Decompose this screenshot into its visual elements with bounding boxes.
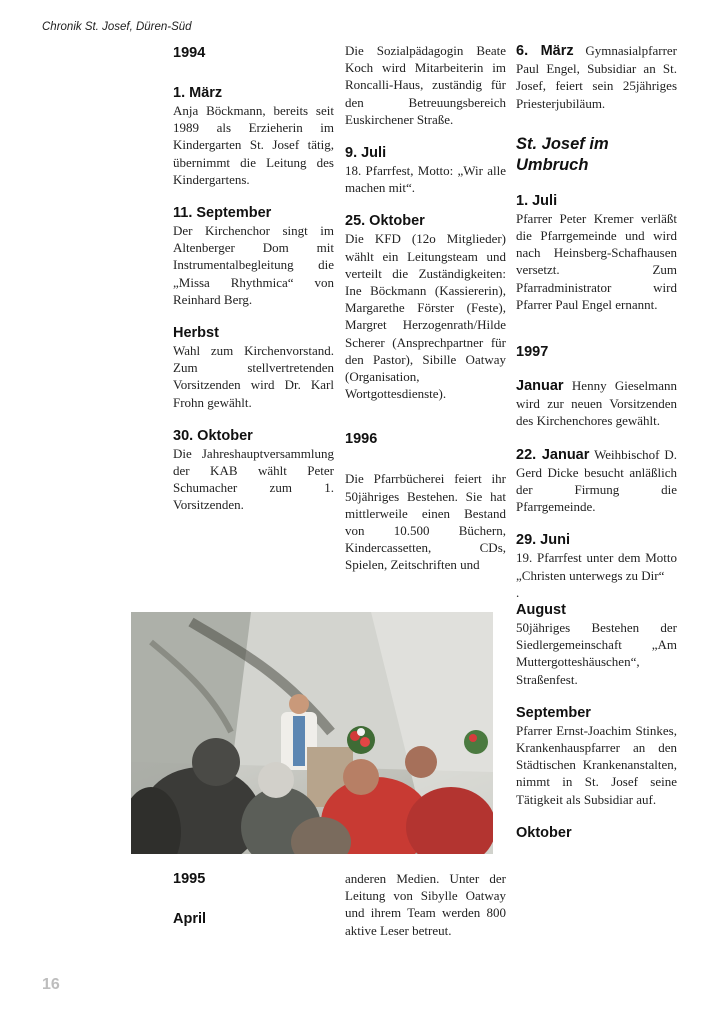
column-2-bottom xyxy=(345,870,506,939)
entry-text xyxy=(516,446,677,516)
year-heading-1997: 1997 xyxy=(516,344,549,361)
entry-heading: 1. März xyxy=(173,85,223,101)
entry-text xyxy=(516,377,677,430)
entry-heading: Januar xyxy=(516,378,564,395)
entry-heading: 1. Juli xyxy=(516,192,558,209)
entry-text: 19. Pfarrfest unter dem Motto „Christen unterwegs zu Dir“ xyxy=(516,550,677,583)
entry-inline-text: Henny Gieselmann wird zur neuen Vorsitzenden des Kirchenchores gewählt. xyxy=(516,378,677,429)
entry-inline-text: Gymnasialpfarrer Paul Engel, Subsidiar an St. Josef, feiert sein 25jähriges Priesterjubiläum. xyxy=(516,43,677,111)
entry-text: 50jähriges Bestehen der Siedlergemeinschaft „Am Muttergotteshäuschen“, Straßenfest. xyxy=(516,620,677,687)
entry-text: Die Pfarrbücherei feiert ihr 50jähriges Bestehen. Sie hat mittlerweile einen Bestand von 10.500 Büchern, Kindercassetten, CDs, Spielen, Zeitschriften und xyxy=(345,471,506,573)
entry-text: 18. Pfarrfest, Motto: „Wir alle machen mit“. xyxy=(345,163,506,196)
entry-text: Die Sozialpädagogin Beate Koch wird Mitarbeiterin im Roncalli-Haus, zuständig für den Betreuungsbereich Euskirchener Straße. xyxy=(345,43,506,127)
entry-heading: Herbst xyxy=(173,325,219,342)
entry-text: anderen Medien. Unter der Leitung von Sibylle Oatway und ihrem Team werden 800 aktive Leser betreut. xyxy=(345,871,506,938)
entry-text: Pfarrer Peter Kremer verläßt die Pfarrgemeinde und wird nach Heinsberg-Schafhausen versetzt. Zum Pfarradministrator wird Pfarrer Paul Engel ernannt. xyxy=(516,210,677,312)
entry-heading: 25. Oktober xyxy=(345,213,425,230)
entry-heading: 22. Januar xyxy=(516,446,590,463)
page-number: 16 xyxy=(42,976,60,993)
stray-dot: . xyxy=(516,584,520,600)
photo-illustration xyxy=(131,612,493,854)
entry-text xyxy=(516,42,677,112)
section-title: St. Josef im Umbruch xyxy=(516,134,609,174)
entry-text: Die Jahreshauptversammlung der KAB wählt Peter Schumacher zum 1. Vorsitzenden. xyxy=(173,445,334,513)
entry-inline-text: Weihbischof D. Gerd Dicke besucht anläßlich der Firmung die Pfarrgemeinde. xyxy=(516,446,677,515)
year-heading-1996: 1996 xyxy=(345,431,378,448)
year-heading-1994: 1994 xyxy=(173,45,206,61)
column-3 xyxy=(516,42,677,842)
entry-heading: August xyxy=(516,602,566,619)
entry-heading: 29. Juni xyxy=(516,532,570,549)
entry-heading: April xyxy=(173,911,207,927)
column-2 xyxy=(345,42,506,574)
entry-heading: Oktober xyxy=(516,824,572,841)
column-1 xyxy=(173,44,334,514)
entry-text: Anja Böckmann, bereits seit 1989 als Erzieherin im Kindergarten St. Josef tätig, übernimmt die Leitung des Kindergartens. xyxy=(173,103,334,187)
running-head: Chronik St. Josef, Düren-Süd xyxy=(42,21,192,33)
entry-text: Der Kirchenchor singt im Altenberger Dom mit Instrumentalbegleitung die „Missa Rhythmica“ von Reinhard Berg. xyxy=(173,223,334,307)
entry-heading: 9. Juli xyxy=(345,145,387,162)
event-photo xyxy=(131,612,493,854)
entry-heading: 11. September xyxy=(173,205,272,222)
entry-text: Wahl zum Kirchenvorstand. Zum stellvertretenden Vorsitzenden wird Dr. Karl Frohn gewählt. xyxy=(173,343,334,410)
entry-text: Pfarrer Ernst-Joachim Stinkes, Krankenhauspfarrer an den Städtischen Krankenanstalten, nimmt in St. Josef seine Tätigkeit als Subsidiar auf. xyxy=(516,722,677,807)
entry-text: Die KFD (12o Mitglieder) wählt ein Leitungsteam und verteilt die Zuständigkeiten: Ine Böckmann (Kassiererin), Margarethe Förster (Feste), Margret Herzogenrath/Hilde Scherer (Ansprechpartner für den Pastor), Sibille Oatway (Organisation, Wortgottesdienste). xyxy=(345,231,506,402)
entry-heading: 6. März xyxy=(516,43,574,59)
entry-heading: September xyxy=(516,704,591,721)
entry-heading: 30. Oktober xyxy=(173,427,253,444)
year-heading-1995: 1995 xyxy=(173,871,206,887)
column-1-bottom xyxy=(173,870,334,928)
